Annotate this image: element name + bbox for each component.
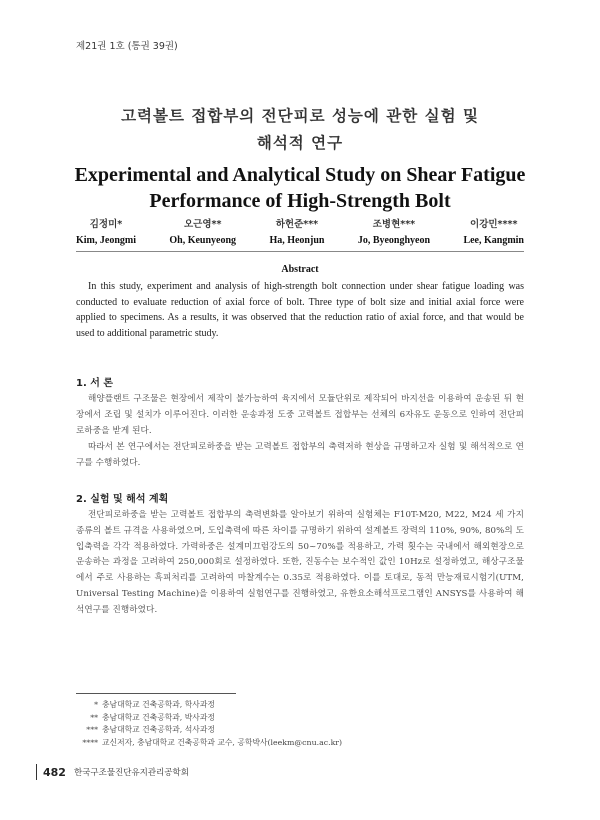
author <box>358 216 430 246</box>
footnote-mark: ** <box>90 712 98 722</box>
body-paragraph: 따라서 본 연구에서는 전단피로하중을 받는 고력볼트 접합부의 축력저하 현상을 규명하고자 실험 및 해석적으로 연구를 수행하였다. <box>76 442 524 468</box>
footer-bar <box>36 764 37 780</box>
footnote-text: 충남대학교 건축공학과, 박사과정 <box>102 712 215 722</box>
divider <box>76 251 524 252</box>
author-name-korean: 김정미* <box>89 219 123 230</box>
author-name-korean: 이강민**** <box>470 219 518 230</box>
running-head: 제21권 1호 (통권 39권) <box>76 41 178 52</box>
title-korean-line-2: 해석적 연구 <box>256 134 344 152</box>
footnote-text: 교신저자, 충남대학교 건축공학과 교수, 공학박사(leekm@cnu.ac.kr) <box>102 737 343 747</box>
footnote <box>76 737 342 750</box>
author-name-english: Ha, Heonjun <box>269 235 325 246</box>
footnote <box>76 724 342 737</box>
title-english-line-2: Performance of High-Strength Bolt <box>149 190 451 212</box>
title-korean-line-1: 고력볼트 접합부의 전단피로 성능에 관한 실험 및 <box>121 107 479 125</box>
author-name-korean: 조병현*** <box>372 219 416 230</box>
author-name-english: Jo, Byeonghyeon <box>357 235 431 246</box>
section-heading-introduction: 1. 서 론 <box>76 378 114 389</box>
author <box>169 216 236 246</box>
abstract-text: In this study, experiment and analysis of high-strength bolt connection under shear fatigue loading was conducted to evaluate reduction of axial force of bolt. Three type of bolt size and initial axial force were applied to specimens. As a results, it was observed that the reduction ratio of axial force, and that would be used to additional parametric study. <box>76 281 524 339</box>
title-english-line-1: Experimental and Analytical Study on Shear Fatigue <box>74 164 526 186</box>
footnote-mark: * <box>94 700 98 709</box>
author-name-english: Kim, Jeongmi <box>76 235 136 246</box>
footnote <box>76 712 342 725</box>
footnote-mark: *** <box>86 725 98 734</box>
page-number: 482 <box>43 765 66 779</box>
footnotes <box>76 699 342 749</box>
section-heading-methods: 2. 실험 및 해석 계획 <box>76 494 169 505</box>
author-list <box>76 216 524 246</box>
footnote-mark: **** <box>82 737 98 747</box>
author-name-korean: 오근영** <box>183 219 222 230</box>
footnote-text: 충남대학교 건축공학과, 학사과정 <box>102 700 215 709</box>
body-paragraph: 해양플랜트 구조물은 현장에서 제작이 불가능하여 육지에서 모듈단위로 제작되어 바지선을 이용하여 운송된 뒤 현장에서 조립 및 설치가 이루어진다. 이러한 운송과정 도중 고력볼트 접합부는 선체의 6자유도 운동으로 인하여 전단피로하중을 받게 된다. <box>76 394 524 436</box>
author <box>76 216 136 246</box>
author-name-korean: 하헌준*** <box>275 219 319 230</box>
author <box>463 216 524 246</box>
author-name-english: Lee, Kangmin <box>463 235 524 246</box>
footnote <box>76 699 342 712</box>
footnote-divider <box>76 693 236 694</box>
author <box>269 216 324 246</box>
abstract-heading: Abstract <box>281 264 319 275</box>
journal-name: 한국구조물진단유지관리공학회 <box>73 768 189 778</box>
footnote-text: 충남대학교 건축공학과, 석사과정 <box>102 725 215 734</box>
body-paragraph: 전단피로하중을 받는 고력볼트 접합부의 축력변화를 알아보기 위하여 실험체는 F10T-M20, M22, M24 세 가지 종류의 볼트 규격을 사용하였으며, 도입축력에 따른 차이를 규명하기 위하여 설계볼트 장력의 110%, 90%, 80%의 도입축력을 각각 적용하였다. 가력하중은 설계미끄럼강도의 50~70%를 적용하고, 가력 횟수는 국내에서 해외현장으로 운송하는 과정을 고려하여 250,000회로 설정하였다. 또한, 진동수는 보수적인 값인 10Hz로 설정하였고, 해상구조물에서 주로 사용하는 흑피처리를 고려하여 마찰계수는 0.35로 적용하였다. 이를 토대로, 동적 만능재료시험기(UTM, Universal Testing Machine)을 이용하여 실험연구를 진행하였고, 유한요소해석프로그램인 ANSYS를 사용하여 해석연구를 진행하였다. <box>76 510 524 615</box>
author-name-english: Oh, Keunyeong <box>169 235 237 246</box>
page-footer <box>36 764 189 780</box>
